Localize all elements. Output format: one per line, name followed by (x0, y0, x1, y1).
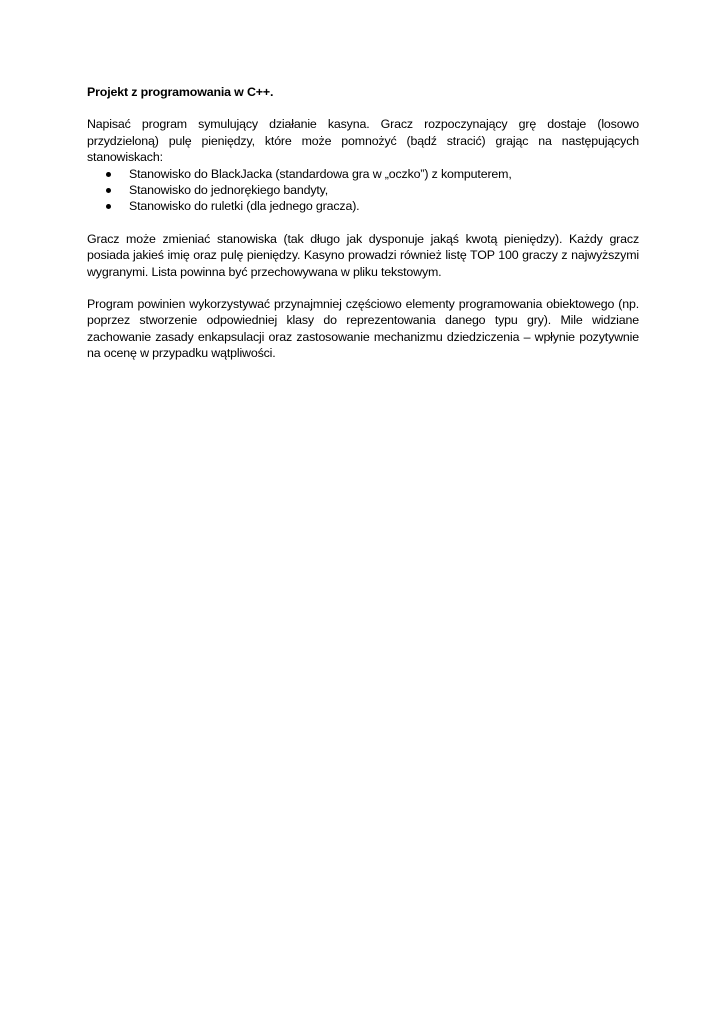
bullet-icon (106, 204, 111, 209)
bullet-icon (106, 188, 111, 193)
station-text: Stanowisko do ruletki (dla jednego gracza). (129, 199, 360, 214)
list-item (87, 166, 639, 182)
players-paragraph: Gracz może zmieniać stanowiska (tak długo jak dysponuje jakąś kwotą pieniędzy). Każdy gracz posiada jakieś imię oraz pulę pieniędzy. Kasyno prowadzi również listę TOP 100 graczy z najwyższymi wygranymi. Lista powinna być przechowywana w pliku tekstowym. (87, 231, 639, 279)
station-text: Stanowisko do jednorękiego bandyty, (129, 183, 329, 198)
document-title: Projekt z programowania w C++. (87, 85, 274, 99)
requirements-paragraph: Program powinien wykorzystywać przynajmniej częściowo elementy programowania obiektowego (np. poprzez stworzenie odpowiedniej klasy do reprezentowania danego typu gry). Mile widziane zachowanie zasady enkapsulacji oraz zastosowanie mechanizmu dziedziczenia – wpłynie pozytywnie na ocenę w przypadku wątpliwości. (87, 297, 639, 361)
document-body (87, 84, 639, 378)
intro-paragraph: Napisać program symulujący działanie kasyna. Gracz rozpoczynający grę dostaje (losowo przydzieloną) pulę pieniędzy, które może pomnożyć (bądź stracić) grając na następujących stanowiskach: (87, 117, 639, 165)
list-item (87, 182, 639, 198)
stations-list (87, 166, 639, 215)
bullet-icon (106, 172, 111, 177)
list-item (87, 198, 639, 214)
station-text: Stanowisko do BlackJacka (standardowa gra w „oczko”) z komputerem, (129, 166, 512, 181)
